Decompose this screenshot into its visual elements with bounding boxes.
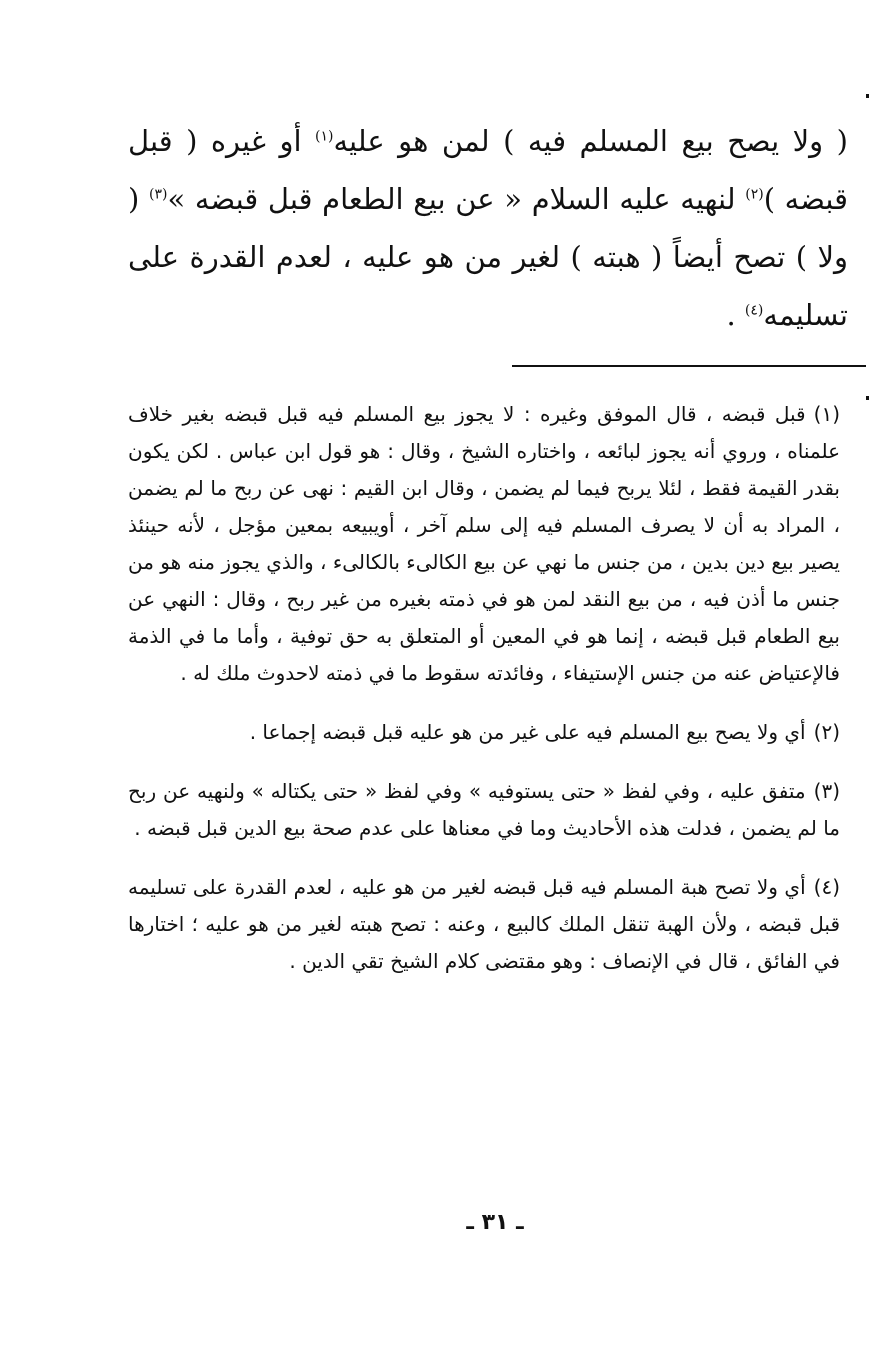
footnote-text: متفق عليه ، وفي لفظ « حتى يستوفيه » وفي لفظ « حتى يكتاله » ولنهيه عن ربح ما لم يضمن ، فدلت هذه الأحاديث وما في معناها على عدم صحة بيع الدين قبل قبضه . <box>128 779 840 840</box>
footnotes <box>128 396 840 1002</box>
main-text-segment: أو غيره ( قبل قبضه ) <box>128 124 848 216</box>
footnote-text: أي ولا يصح بيع المسلم فيه على غير من هو عليه قبل قبضه إجماعا . <box>249 720 806 744</box>
footnote-divider <box>512 365 866 367</box>
margin-mark <box>866 396 869 400</box>
footnote-4 <box>128 869 840 980</box>
margin-mark <box>866 94 869 98</box>
main-text <box>128 112 848 344</box>
main-text-segment: ( ولا يصح بيع المسلم فيه ) لمن هو عليه <box>333 124 848 158</box>
footnote-number: (٢) <box>813 720 840 744</box>
main-text-segment: ( ولا ) تصح أيضاً ( هبته ) لغير من هو عليه ، لعدم القدرة على تسليمه <box>128 182 848 332</box>
main-text-segment: لنهيه عليه السلام « عن بيع الطعام قبل قبضه » <box>167 182 746 216</box>
footnote-2 <box>128 714 840 751</box>
main-paragraph <box>128 112 848 344</box>
footnote-number: (١) <box>813 402 840 426</box>
footnote-ref: (٢) <box>745 186 764 203</box>
footnote-number: (٤) <box>813 875 840 899</box>
main-text-segment: . <box>726 298 745 332</box>
footnote-ref: (٣) <box>149 186 168 203</box>
footnote-text: قبل قبضه ، قال الموفق وغيره : لا يجوز بيع المسلم فيه قبل قبضه بغير خلاف علمناه ، وروي أنه يجوز لبائعه ، واختاره الشيخ ، وقال : هو قول ابن عباس . لكن يكون بقدر القيمة فقط ، لئلا يربح فيما لم يضمن ، وقال ابن القيم : نهى عن ربح ما لم يضمن ، المراد به أن لا يصرف المسلم فيه إلى سلم آخر ، أويبيعه بمعين مؤجل ، لأنه حينئذ يصير بيع دين بدين ، من جنس ما نهي عن بيع الكالىء بالكالىء ، والذي يجوز منه هو من جنس ما أذن فيه ، من بيع النقد لمن هو في ذمته بغيره من غير ربح ، وقال : النهي عن بيع الطعام قبل قبضه ، إنما هو في المعين أو المتعلق به حق توفية ، وأما ما في الذمة فالإعتياض عنه من جنس الإستيفاء ، وفائدته سقوط ما في ذمته لاحدوث ملك له . <box>128 402 840 685</box>
footnote-text: أي ولا تصح هبة المسلم فيه قبل قبضه لغير من هو عليه ، لعدم القدرة على تسليمه قبل قبضه ، ولأن الهبة تنقل الملك كالبيع ، وعنه : تصح هبته لغير من هو عليه ؛ اختارها في الفائق ، قال في الإنصاف : وهو مقتضى كلام الشيخ تقي الدين . <box>128 875 840 973</box>
footnote-ref: (٤) <box>744 302 764 319</box>
footnote-3 <box>128 773 840 847</box>
footnote-1 <box>128 396 840 692</box>
page-number: ـ ٣١ ـ <box>466 1210 524 1235</box>
footnote-number: (٣) <box>813 779 840 803</box>
footnote-ref: (١) <box>315 128 334 145</box>
